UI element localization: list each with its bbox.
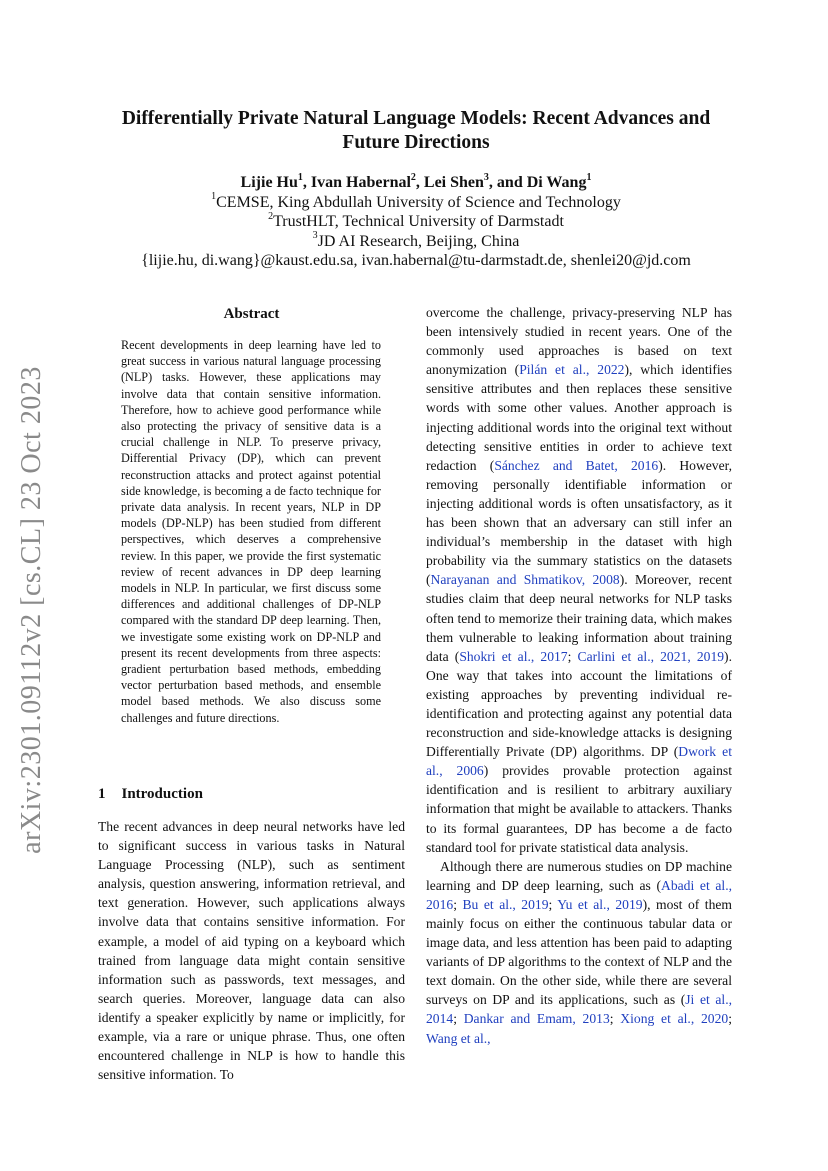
paragraph-text: ) provides provable protection against identification and is resilient to arbitrary auxiliary information that might be available to attackers. Thanks to its formal guarantees, DP has become a de facto standard tool for private statistical data analysis.	[426, 763, 732, 855]
affiliation-line	[98, 193, 734, 213]
citation-link[interactable]: Pilán et al., 2022	[519, 362, 625, 378]
author-block	[98, 173, 734, 271]
body-paragraph	[426, 303, 732, 857]
affiliation-line	[98, 232, 734, 252]
title-line-1: Differentially Private Natural Language Models: Recent Advances and	[121, 108, 711, 129]
abstract-heading: Abstract	[223, 306, 280, 322]
author-affiliation-mark: 3	[483, 171, 489, 183]
section-heading-introduction	[98, 786, 203, 803]
introduction-right-column	[426, 303, 732, 1048]
paragraph-text: ;	[728, 1011, 732, 1027]
author-name: Lijie Hu	[240, 174, 298, 191]
paragraph-text: ). Moreover, recent studies claim that deep neural networks for NLP tasks often tend to memorize their training data, which makes them vulnerable to leaking information about training data (	[426, 572, 732, 664]
author-separator: , and	[488, 174, 527, 191]
citation-link[interactable]: Dankar and Emam, 2013	[463, 1011, 610, 1027]
abstract-text: Recent developments in deep learning have led to great success in various natural language processing (NLP) tasks. However, these applications may involve data that contain sensitive information. Therefore, how to achieve good performance while also protecting the privacy of sensitive data is a crucial challenge in NLP. To preserve privacy, Differential Privacy (DP), which can prevent reconstruction attacks and protect against potential side knowledge, is becoming a de facto technique for private data analysis. In recent years, NLP in DP models (DP-NLP) has been studied from different perspectives, which deserves a comprehensive review. In this paper, we provide the first systematic review of recent advances in DP deep learning models in NLP. In particular, we first discuss some differences and additional challenges of DP-NLP compared with the standard DP deep learning. Then, we investigate some existing work on DP-NLP and present its recent developments from three aspects: gradient perturbation based methods, embedding vector perturbation based methods, and ensemble model based methods. We also discuss some challenges and future directions.	[121, 338, 381, 725]
author-separator: ,	[302, 174, 311, 191]
author-name: Di Wang	[526, 174, 587, 191]
citation-link[interactable]: Ji et al., 2014	[426, 992, 732, 1027]
arxiv-id-text: arXiv:2301.09112v2 [cs.CL] 23 Oct 2023	[16, 366, 48, 854]
author-name: Lei Shen	[423, 174, 484, 191]
author-separator: ,	[415, 174, 424, 191]
paragraph-text: overcome the challenge, privacy-preserving NLP has been intensively studied in recent years. One of the commonly used approaches is based on text anonymization (	[426, 305, 732, 378]
section-title: Introduction	[121, 786, 203, 802]
citation-link[interactable]: Yu et al., 2019	[557, 896, 643, 912]
arxiv-identifier-stamp	[12, 366, 52, 854]
paragraph-text: ;	[609, 1011, 621, 1027]
paragraph-text: ). However, removing personally identifiable information or injecting additional words is often unsatisfactory, as it has been shown that an adversary can still infer an individual’s membership in the dataset with high probability via the summary statistics on the datasets (	[426, 457, 733, 588]
paragraph-text: ;	[453, 896, 463, 912]
paragraph-text: ;	[548, 896, 558, 912]
citation-link[interactable]: Bu et al., 2019	[462, 896, 549, 912]
paragraph-text: ;	[453, 1011, 464, 1027]
paragraph-text: ;	[567, 648, 578, 664]
author-affiliation-mark: 1	[297, 171, 303, 183]
affiliation-text: CEMSE, King Abdullah University of Science and Technology	[216, 193, 621, 211]
author-affiliation-mark: 1	[586, 171, 592, 183]
affiliation-mark: 1	[211, 191, 217, 203]
author-names	[98, 173, 734, 193]
affiliation-mark: 2	[268, 210, 274, 222]
paragraph-text: ). One way that takes into account the limitations of existing approaches by preventing individual re-identification and protecting against any potential data reconstruction and side-knowledge attacks is designing Differentially Private (DP) algorithms. DP (	[426, 648, 732, 760]
author-name: Ivan Habernal	[310, 174, 411, 191]
paragraph-text: ), which identifies sensitive attributes and then replaces these sensitive words with some other values. Another approach is injecting additional words into the original text without detecting sensitive entities in order to achieve text redaction (	[426, 362, 732, 473]
affiliation-text: TrustHLT, Technical University of Darmstadt	[273, 213, 564, 230]
author-emails: {lijie.hu, di.wang}@kaust.edu.sa, ivan.habernal@tu-darmstadt.de, shenlei20@jd.com	[141, 252, 691, 269]
body-paragraph: The recent advances in deep neural networks have led to significant success in various tasks in Natural Language Processing (NLP), such as sentiment analysis, question answering, information retrieval, and text generation. However, such applications always involve data that contains sensitive information. For example, a model of aid typing on a keyboard which trained from language data might contain sensitive information such as passwords, text messages, and search queries. Moreover, language data can also identify a speaker explicitly by name or implicitly, for example, via a rare or unique phrase. Thus, one often encountered challenge in NLP is how to handle this sensitive information. To	[98, 819, 405, 1083]
title-line-2: Future Directions	[342, 132, 490, 153]
affiliation-line	[98, 212, 734, 232]
citation-link[interactable]: Narayanan and Shmatikov, 2008	[430, 572, 620, 588]
citation-link[interactable]: Wang et al.,	[426, 1030, 491, 1046]
citation-link[interactable]: Shokri et al., 2017	[459, 648, 568, 664]
author-affiliation-mark: 2	[410, 171, 416, 183]
body-paragraph	[426, 857, 732, 1048]
citation-link[interactable]: Sánchez and Batet, 2016	[494, 457, 659, 473]
affiliation-mark: 3	[312, 230, 318, 242]
affiliation-text: JD AI Research, Beijing, China	[317, 232, 520, 250]
citation-link[interactable]: Carlini et al., 2021, 2019	[577, 648, 725, 664]
citation-link[interactable]: Dwork et al., 2006	[426, 744, 732, 779]
paper-title	[98, 107, 734, 155]
citation-link[interactable]: Abadi et al., 2016	[426, 877, 732, 912]
paragraph-text: Although there are numerous studies on DP machine learning and DP deep learning, such as (	[426, 858, 732, 893]
introduction-left-column	[98, 817, 405, 1084]
section-number: 1	[98, 786, 106, 802]
paragraph-text: ), most of them mainly focus on either the continuous tabular data or image data, and less attention has been paid to adapting variants of DP algorithms to the context of NLP and the text domain. On the other side, while there are several surveys on DP and its applications, such as (	[426, 896, 732, 1008]
citation-link[interactable]: Xiong et al., 2020	[620, 1011, 729, 1027]
